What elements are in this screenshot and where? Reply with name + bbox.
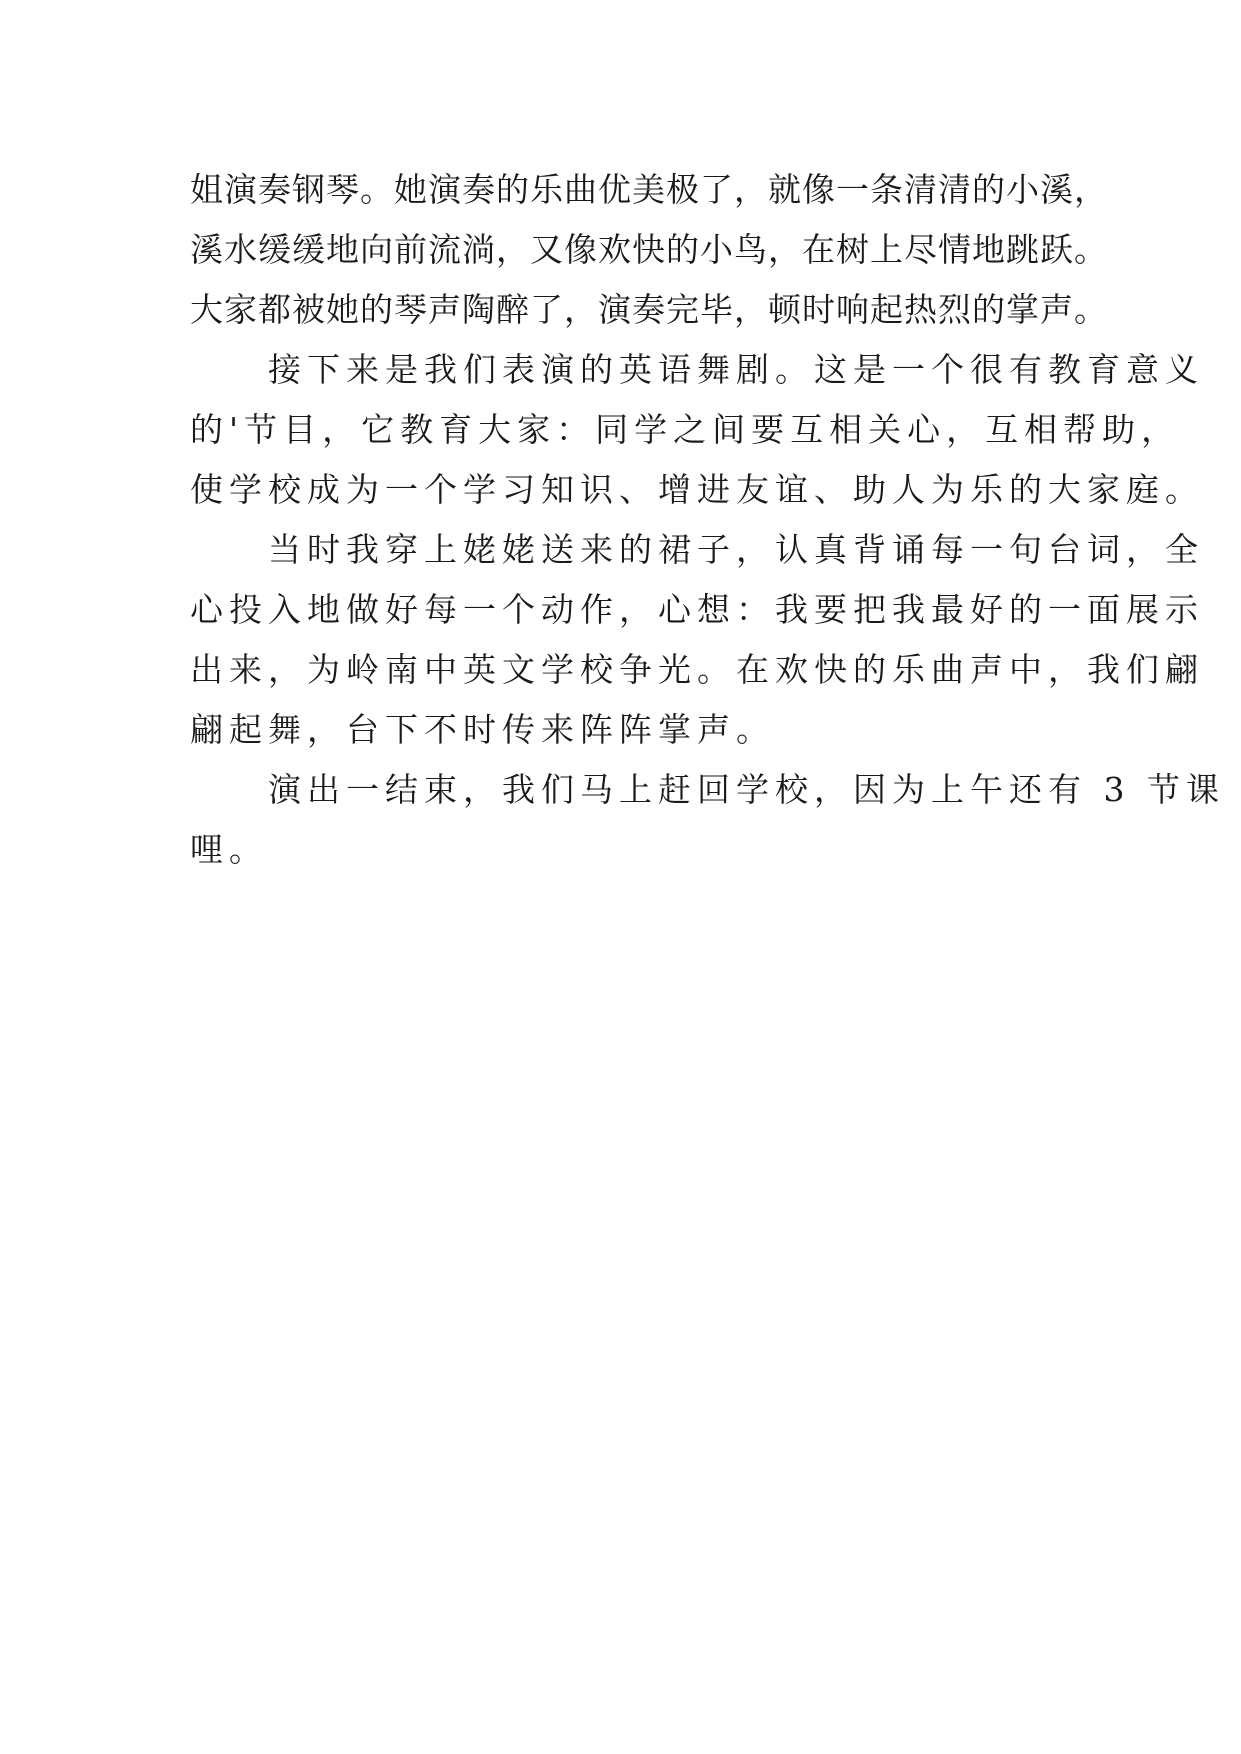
text-line: 大家都被她的琴声陶醉了，演奏完毕，顿时响起热烈的掌声。 [190, 290, 1108, 329]
text-line: 使学校成为一个学习知识、增进友谊、助人为乐的大家庭。 [190, 470, 1204, 509]
text-line: 姐演奏钢琴。她演奏的乐曲优美极了，就像一条清清的小溪， [190, 170, 1108, 209]
text-line: 接下来是我们表演的英语舞剧。这是一个很有教育意义 [190, 350, 1204, 389]
text-line: 出来，为岭南中英文学校争光。在欢快的乐曲声中，我们翩 [190, 650, 1204, 689]
text-line: 当时我穿上姥姥送来的裙子，认真背诵每一句台词，全 [190, 530, 1204, 569]
text-line: 演出一结束，我们马上赶回学校，因为上午还有 3 节课 [190, 770, 1225, 809]
document-body [190, 160, 1225, 880]
text-line: 翩起舞，台下不时传来阵阵掌声。 [190, 710, 775, 749]
text-line: 哩。 [190, 830, 268, 869]
text-line: 心投入地做好每一个动作，心想：我要把我最好的一面展示 [190, 590, 1204, 629]
text-line: 的'节目，它教育大家：同学之间要互相关心，互相帮助， [190, 410, 1181, 449]
text-line: 溪水缓缓地向前流淌，又像欢快的小鸟，在树上尽情地跳跃。 [190, 230, 1108, 269]
